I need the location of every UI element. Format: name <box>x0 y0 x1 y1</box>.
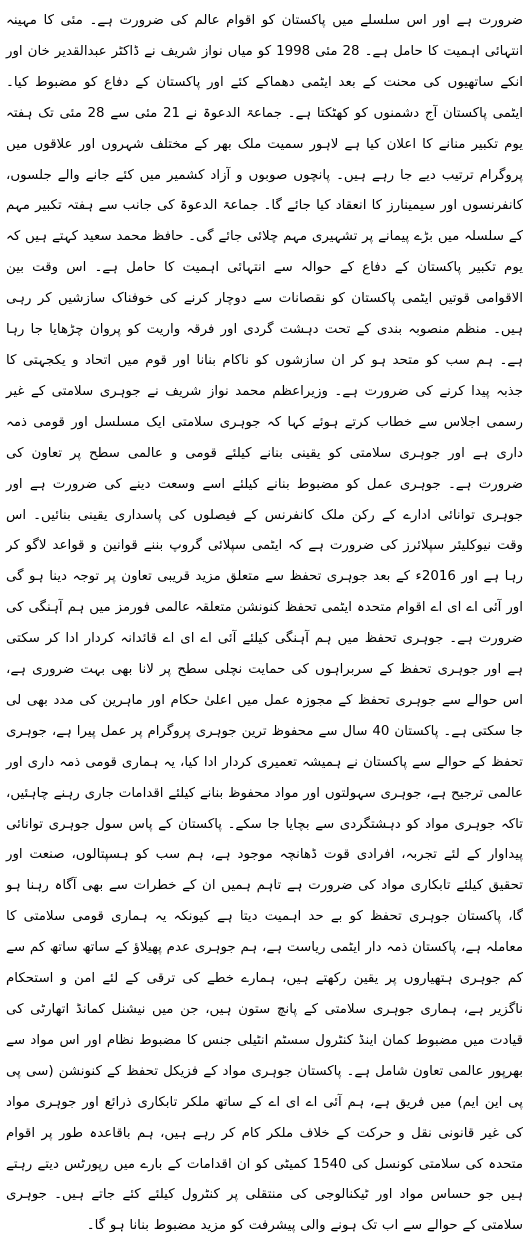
article-body: ضرورت ہے اور اس سلسلے میں پاکستان کو اقوام عالم کی ضرورت ہے۔ مئی کا مہینہ انتہائی اہمیت کا حامل ہے۔ 28 مئی 1998 کو میاں نواز شریف نے ڈاکٹر عبدالقدیر خان اور انکے ساتھیوں کی محنت کے بعد ایٹمی دھماکے کئے اور پاکستان کے دفاع کو مضبوط کیا۔ ایٹمی پاکستان آج دشمنوں کو کھٹکتا ہے۔ جماعۃ الدعوۃ نے 21 مئی سے 28 مئی تک ہفتہ یوم تکبیر منانے کا اعلان کیا ہے لاہور سمیت ملک بھر کے مختلف شہروں اور علاقوں میں پروگرام ترتیب دیے جا رہے ہیں۔ پانچوں صوبوں و آزاد کشمیر میں کئے جانے والے جلسوں، کانفرنسوں اور سیمینارز کا انعقاد کیا جائے گا۔ جماعۃ الدعوۃ کی جانب سے ہفتہ تکبیر مہم کے سلسلہ میں بڑے پیمانے پر تشہیری مہم چلائی جائے گی۔ حافظ محمد سعید کہتے ہیں کہ یوم تکبیر پاکستان کے دفاع کے حوالہ سے انتہائی اہمیت کا حامل ہے۔ اس وقت بین الاقوامی قوتیں ایٹمی پاکستان کو نقصانات سے دوچار کرنے کی خوفناک سازشیں کر رہی ہیں۔ منظم منصوبہ بندی کے تحت دہشت گردی اور فرقہ واریت کو پروان چڑھایا جا رہا ہے۔ ہم سب کو متحد ہو کر ان سازشوں کو ناکام بنانا اور قوم میں اتحاد و یکجہتی کا جذبہ پیدا کرنے کی ضرورت ہے۔ وزیراعظم محمد نواز شریف نے جوہری سلامتی کے غیر رسمی اجلاس سے خطاب کرتے ہوئے کہا کہ جوہری سلامتی ایک مسلسل اور قومی ذمہ داری ہے اور جوہری سلامتی کو یقینی بنانے کیلئے قومی و عالمی سطح پر تعاون کی ضرورت ہے۔ جوہری عمل کو مضبوط بنانے کیلئے اسے وسعت دینے کی ضرورت ہے اور جوہری توانائی ادارے کے رکن ملک کانفرنس کے فیصلوں کی پاسداری یقینی بنائیں۔ اس وقت نیوکلیئر سپلائرز کی ضرورت ہے کہ ایٹمی سپلائی گروپ بننے قوانین و قواعد لاگو کر رہا ہے اور 2016ء کے بعد جوہری تحفظ سے متعلق مزید قریبی تعاون پر توجہ دینا ہو گی اور آئی اے ای اے اقوام متحدہ ایٹمی تحفظ کنونشن متعلقہ عالمی فورمز میں ہم آہنگی کی ضرورت ہے۔ جوہری تحفظ میں ہم آہنگی کیلئے آئی اے ای اے قائدانہ کردار ادا کر سکتی ہے اور جوہری تحفظ کے سربراہوں کی حمایت نچلی سطح پر لانا بھی بہت ضروری ہے، اس حوالے سے جوہری تحفظ کے مجوزہ عمل میں اعلیٰ حکام اور ماہرین کی مدد بھی لی جا سکتی ہے۔ پاکستان 40 سال سے محفوظ ترین جوہری پروگرام پر عمل پیرا ہے، جوہری تحفظ کے حوالے سے پاکستان نے ہمیشہ تعمیری کردار ادا کیا، یہ ہماری قومی ذمہ داری اور عالمی ترجیح ہے، جوہری سہولتوں اور مواد محفوظ بنانے کیلئے اقدامات جاری رہنے چاہئیں، تاکہ جوہری مواد کو دہشتگردی سے بچایا جا سکے۔ پاکستان کے پاس سول جوہری توانائی پیداوار کے لئے تجربہ، افرادی قوت ڈھانچہ موجود ہے، ہم سب کو ہسپتالوں، صنعت اور تحقیق کیلئے تابکاری مواد کی ضرورت ہے تاہم ہمیں ان کے خطرات سے بھی آگاہ رہنا ہو گا، پاکستان جوہری تحفظ کو بے حد اہمیت دیتا ہے کیونکہ یہ ہماری قومی سلامتی کا معاملہ ہے، پاکستان ذمہ دار ایٹمی ریاست ہے، ہم جوہری عدم پھیلاؤ کے ساتھ ساتھ کم سے کم جوہری ہتھیاروں پر یقین رکھتے ہیں، ہمارے خطے کی ترقی کے لئے امن و استحکام ناگزیر ہے، ہماری جوہری سلامتی کے پانچ ستون ہیں، جن میں نیشنل کمانڈ اتھارٹی کی قیادت میں مضبوط کمان اینڈ کنٹرول سسٹم انٹیلی جنس کا مضبوط نظام اور اس مواد سے بھرپور عالمی تعاون شامل ہے۔ پاکستان جوہری مواد کے فزیکل تحفظ کے کنونشن (سی پی پی این ایم) میں فریق ہے، ہم آئی اے ای اے کے ساتھ ملکر تابکاری ذرائع اور جوہری مواد کی غیر قانونی نقل و حرکت کے خلاف ملکر کام کر رہے ہیں، ہم باقاعدہ طور پر اقوام متحدہ کی سلامتی کونسل کی 1540 کمیٹی کو ان اقدامات کے بارے میں رپورٹس دیتے رہتے ہیں جو حساس مواد اور ٹیکنالوجی کی منتقلی پر کنٹرول کیلئے کئے جاتے ہیں۔ جوہری سلامتی کے حوالے سے اب تک ہونے والی پیشرفت کو مزید مضبوط بنانا ہو گا۔ <box>6 13 524 1234</box>
